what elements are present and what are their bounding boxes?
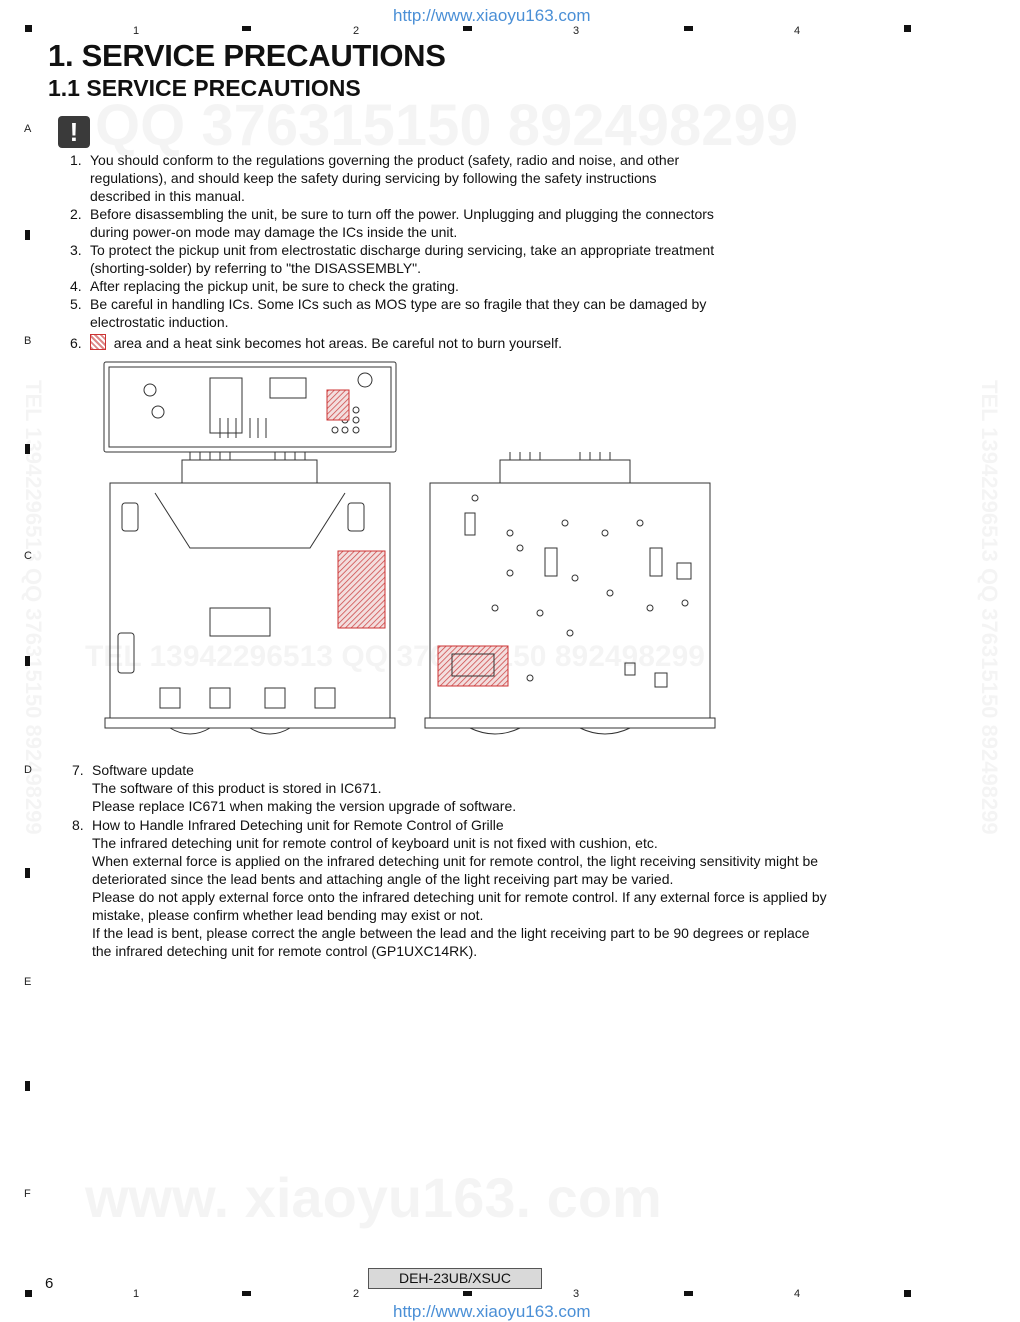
row-divider-mark	[25, 444, 30, 454]
row-letter: B	[24, 335, 32, 347]
footer-url-link[interactable]: http://www.xiaoyu163.com	[393, 1302, 591, 1321]
section-title: 1.1 SERVICE PRECAUTIONS	[48, 75, 361, 101]
watermark-qq	[95, 92, 798, 159]
precaution-item-cont: electrostatic induction.	[90, 314, 229, 330]
column-number: 1	[133, 25, 140, 37]
precaution-item: 4. After replacing the pickup unit, be sure to check the grating.	[70, 278, 459, 294]
heat-area-swatch-icon	[90, 334, 106, 350]
row-letter: C	[24, 550, 32, 562]
infrared-unit-title: How to Handle Infrared Deteching unit for Remote Control of Grille	[92, 817, 504, 833]
watermark-side-right	[976, 380, 1002, 835]
row-letter: A	[24, 123, 32, 135]
header-url-link[interactable]: http://www.xiaoyu163.com	[393, 6, 591, 25]
corner-mark	[25, 25, 32, 32]
precaution-item-6: 6. area and a heat sink becomes hot areas. Be careful not to burn yourself.	[70, 335, 563, 351]
hot-area-left	[338, 551, 385, 628]
hot-area-right	[438, 646, 508, 686]
corner-mark	[904, 1290, 911, 1297]
row-letter: D	[24, 764, 32, 776]
column-number: 4	[794, 25, 801, 37]
page-title: 1. SERVICE PRECAUTIONS	[48, 38, 446, 73]
column-number: 1	[133, 1288, 140, 1300]
model-label: DEH-23UB/XSUC	[368, 1268, 542, 1289]
row-divider-mark	[25, 230, 30, 240]
precaution-item: 2. Before disassembling the unit, be sure to turn off the power. Unplugging and plugging the connectors	[70, 206, 714, 222]
hot-area-rear	[327, 390, 349, 420]
infrared-unit-section: 8. How to Handle Infrared Deteching unit for Remote Control of Grille The infrared deteching unit for remote control of keyboard unit is not fixed with cushion, etc. When external force is applied on the infrared deteching unit for remote control, the light receiving sensitivity might be deteriorated since the lead bents and attaching angle of the light receiving part may be varied. Please do not apply external force onto the infrared deteching unit for remote control. If any external force is applied by mistake, please confirm whether lead bending may exist or not. If the lead is bent, please correct the angle between the lead and the light receiving part to be 90 degrees or replace the infrared deteching unit for remote control (GP1UXC14RK).	[72, 817, 827, 959]
precaution-item-cont: (shorting-solder) by referring to "the DISASSEMBLY".	[90, 260, 422, 276]
column-divider-mark	[242, 26, 251, 31]
exclamation-icon: !	[58, 116, 90, 148]
page-number: 6	[45, 1275, 54, 1292]
software-update-title: Software update	[92, 762, 194, 778]
column-divider-mark	[463, 1291, 472, 1296]
precaution-item-cont: regulations), and should keep the safety during servicing by following the safety instructions	[90, 170, 657, 186]
precaution-item: 5. Be careful in handling ICs. Some ICs such as MOS type are so fragile that they can be damaged by	[70, 296, 707, 312]
precaution-item-cont: described in this manual.	[90, 188, 245, 204]
column-divider-mark	[463, 26, 472, 31]
row-letter: F	[24, 1188, 31, 1200]
row-divider-mark	[25, 656, 30, 666]
column-divider-mark	[684, 26, 693, 31]
column-number: 4	[794, 1288, 801, 1300]
column-number: 2	[353, 1288, 360, 1300]
corner-mark	[25, 1290, 32, 1297]
column-number: 2	[353, 25, 360, 37]
precaution-list	[70, 151, 714, 331]
watermark-www	[85, 1165, 662, 1230]
corner-mark	[904, 25, 911, 32]
column-number: 3	[573, 25, 580, 37]
software-update-section: 7. Software update The software of this product is stored in IC671. Please replace IC671 when making the version upgrade of software.	[72, 762, 517, 814]
unit-diagram	[100, 358, 720, 758]
precaution-item-cont: during power-on mode may damage the ICs inside the unit.	[90, 224, 458, 240]
column-divider-mark	[242, 1291, 251, 1296]
precaution-item: 3. To protect the pickup unit from electrostatic discharge during servicing, take an appropriate treatment	[70, 242, 715, 258]
column-divider-mark	[684, 1291, 693, 1296]
row-divider-mark	[25, 1081, 30, 1091]
row-letter: E	[24, 976, 32, 988]
row-divider-mark	[25, 868, 30, 878]
column-number: 3	[573, 1288, 580, 1300]
precaution-item: 1. You should conform to the regulations governing the product (safety, radio and noise, and other	[70, 152, 680, 168]
